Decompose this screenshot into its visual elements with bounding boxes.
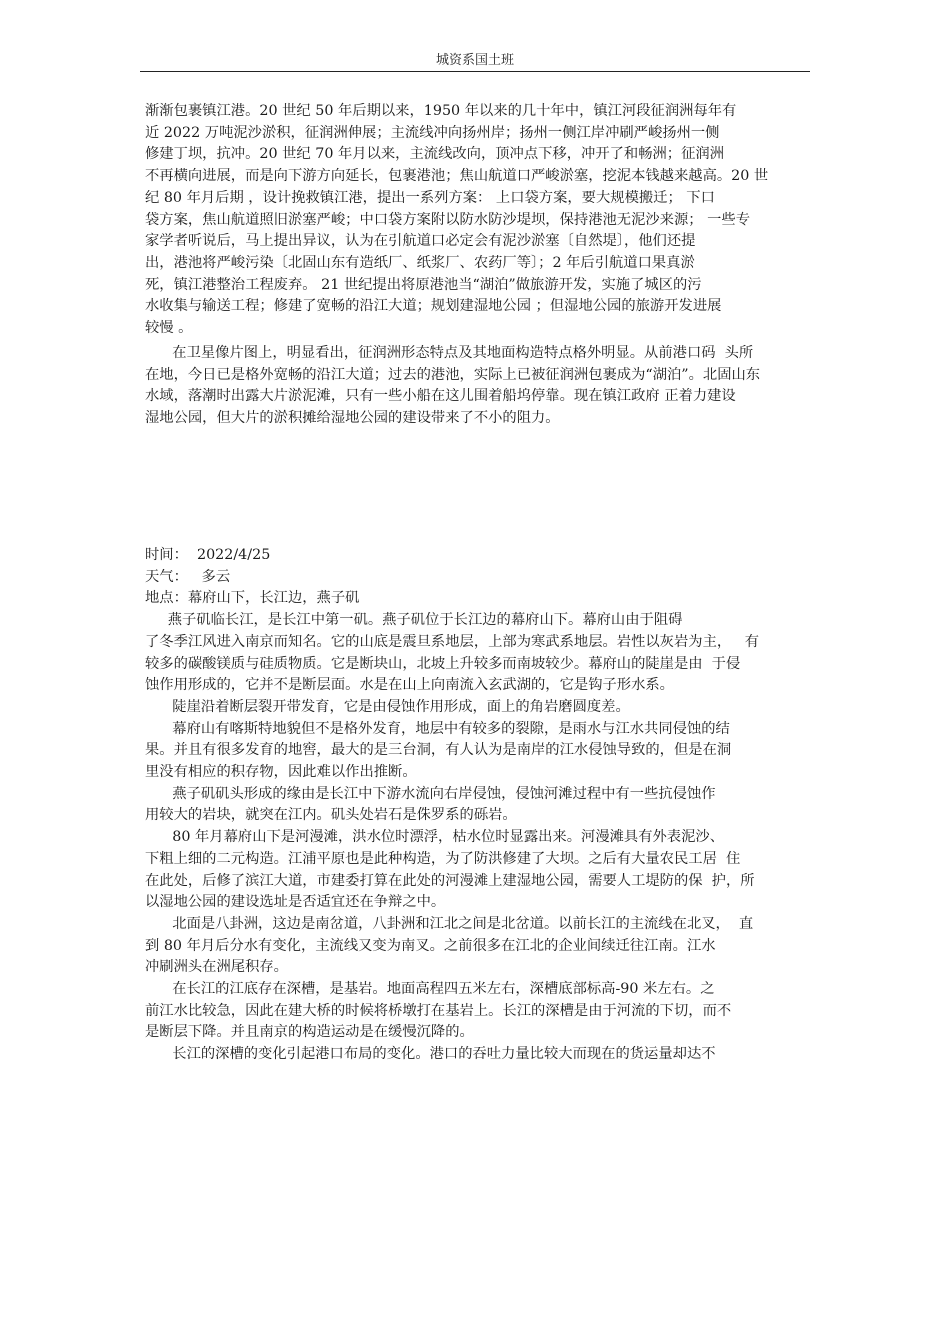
text-line: 袋方案，焦山航道照旧淤塞严峻；中口袋方案附以防水防沙堤坝，保持港池无泥沙来源； 一些专: [145, 211, 751, 228]
text-line: 纪 80 年月后期 ，设计挽救镇江港，提出一系列方案： 上口袋方案，要大规模搬迁； 下口: [145, 189, 715, 206]
text-line: 水域，落潮时出露大片淤泥滩，只有一些小船在这儿围着船坞停靠。现在镇江政府 正着力建设: [145, 388, 736, 405]
text-line: 水收集与输送工程；修建了宽畅的沿江大道；规划建湿地公园 ；但湿地公园的旅游开发进展: [145, 298, 722, 315]
text-line: 幕府山有喀斯特地貌但不是格外发育，地层中有较多的裂隙，是雨水与江水共同侵蚀的结: [145, 720, 730, 737]
text-line: 果。并且有很多发育的地窖，最大的是三台洞，有人认为是南岸的江水侵蚀导致的，但是在洞: [145, 742, 732, 759]
text-line: 在长江的江底存在深槽，是基岩。地面高程四五米左右，深槽底部标高-90 米左右。之: [145, 981, 715, 998]
text-line: 到 80 年月后分水有变化，主流线又变为南叉。之前很多在江北的企业间续迁往江南。江水: [145, 937, 716, 954]
text-line: 出，港池将严峻污染〔北固山东有造纸厂、纸浆厂、农药厂等〕；2 年后引航道口果真淤: [145, 254, 695, 271]
text-line: 是断层下降。并且南京的构造运动是在缓慢沉降的。: [145, 1024, 474, 1041]
text-line: 在地，今日已是格外宽畅的沿江大道；过去的港池，实际上已被征润洲包裹成为“湖泊”。北固山东: [145, 366, 761, 383]
text-line: 冲刷洲头在洲尾积存。: [145, 959, 288, 976]
paragraph-satellite-image: [145, 343, 810, 430]
text-line: 以湿地公园的建设选址是否适宜还在争辩之中。: [145, 894, 446, 911]
text-line: 较慢 。: [145, 320, 193, 337]
text-line: 80 年月幕府山下是河漫滩，洪水位时漂浮，枯水位时显露出来。河漫滩具有外表泥沙、: [145, 829, 724, 846]
text-line: 渐渐包裹镇江港。20 世纪 50 年后期以来，1950 年以来的几十年中，镇江河段征润洲每年有: [145, 103, 737, 119]
paragraph-zhenjiang-port: [145, 101, 810, 340]
field-weather: 天气： 多云: [145, 568, 231, 585]
text-line: 蚀作用形成的，它并不是断层面。水是在山上向南流入玄武湖的，它是钩子形水系。: [145, 677, 674, 694]
text-line: 燕子矶临长江，是长江中第一矶。燕子矶位于长江边的幕府山下。幕府山由于阻碍: [145, 612, 683, 629]
text-line: 湿地公园，但大片的淤积摊给湿地公园的建设带来了不小的阻力。: [145, 410, 560, 427]
text-line: 不再横向进展，而是向下游方向延长，包裹港池；焦山航道口严峻淤塞，挖泥本钱越来越高。20 世: [145, 168, 769, 185]
text-line: 长江的深槽的变化引起港口布局的变化。港口的吞吐力量比较大而现在的货运量却达不: [145, 1046, 716, 1063]
text-line: 下粗上细的二元构造。江浦平原也是此种构造，为了防洪修建了大坝。之后有大量农民工居 住: [145, 850, 741, 867]
text-line: 修建丁坝，抗冲。20 世纪 70 年月以来，主流线改向，顶冲点下移，冲开了和畅洲；征润洲: [145, 146, 724, 163]
text-line: 北面是八卦洲，这边是南岔道，八卦洲和江北之间是北岔道。以前长江的主流线在北叉， 直: [145, 915, 754, 932]
text-line: 陡崖沿着断层裂开带发育，它是由侵蚀作用形成，面上的角岩磨圆度差。: [145, 698, 630, 715]
text-line: 在卫星像片图上，明显看出，征润洲形态特点及其地面构造特点格外明显。从前港口码 头所: [145, 345, 754, 361]
text-line: 用较大的岩块，就突在江内。矶头处岩石是侏罗系的砾岩。: [145, 807, 517, 824]
text-line: 近 2022 万吨泥沙淤积，征润洲伸展；主流线冲向扬州岸；扬州一侧江岸冲刷严峻扬州一侧: [145, 124, 720, 141]
field-notes-yanziji: [145, 545, 810, 1066]
text-line: 里没有相应的积存物，因此难以作出推断。: [145, 764, 417, 781]
page-header: 城资系国土班: [435, 53, 514, 68]
header-divider: [140, 71, 810, 72]
field-time: 时间： 2022/4/25: [145, 547, 271, 563]
text-line: 较多的碳酸镁质与硅质物质。它是断块山，北坡上升较多而南坡较少。幕府山的陡崖是由 于侵: [145, 655, 741, 672]
text-line: 了冬季江风进入南京而知名。它的山底是震旦系地层，上部为寒武系地层。岩性以灰岩为主， 有: [145, 633, 760, 650]
text-line: 在此处，后修了滨江大道，市建委打算在此处的河漫滩上建湿地公园，需要人工堤防的保 护，所: [145, 872, 755, 889]
field-location: 地点：幕府山下，长江边，燕子矶: [145, 590, 360, 607]
text-line: 死，镇江港整治工程废弃。 21 世纪提出将原港池当“湖泊”做旅游开发，实施了城区的污: [145, 276, 702, 293]
text-line: 前江水比较急，因此在建大桥的时候将桥墩打在基岩上。长江的深槽是由于河流的下切，而不: [145, 1002, 732, 1019]
text-line: 家学者听说后，马上提出异议，认为在引航道口必定会有泥沙淤塞〔自然堤〕，他们还提: [145, 233, 696, 250]
text-line: 燕子矶矶头形成的缘由是长江中下游水流向右岸侵蚀，侵蚀河滩过程中有一些抗侵蚀作: [145, 785, 716, 802]
